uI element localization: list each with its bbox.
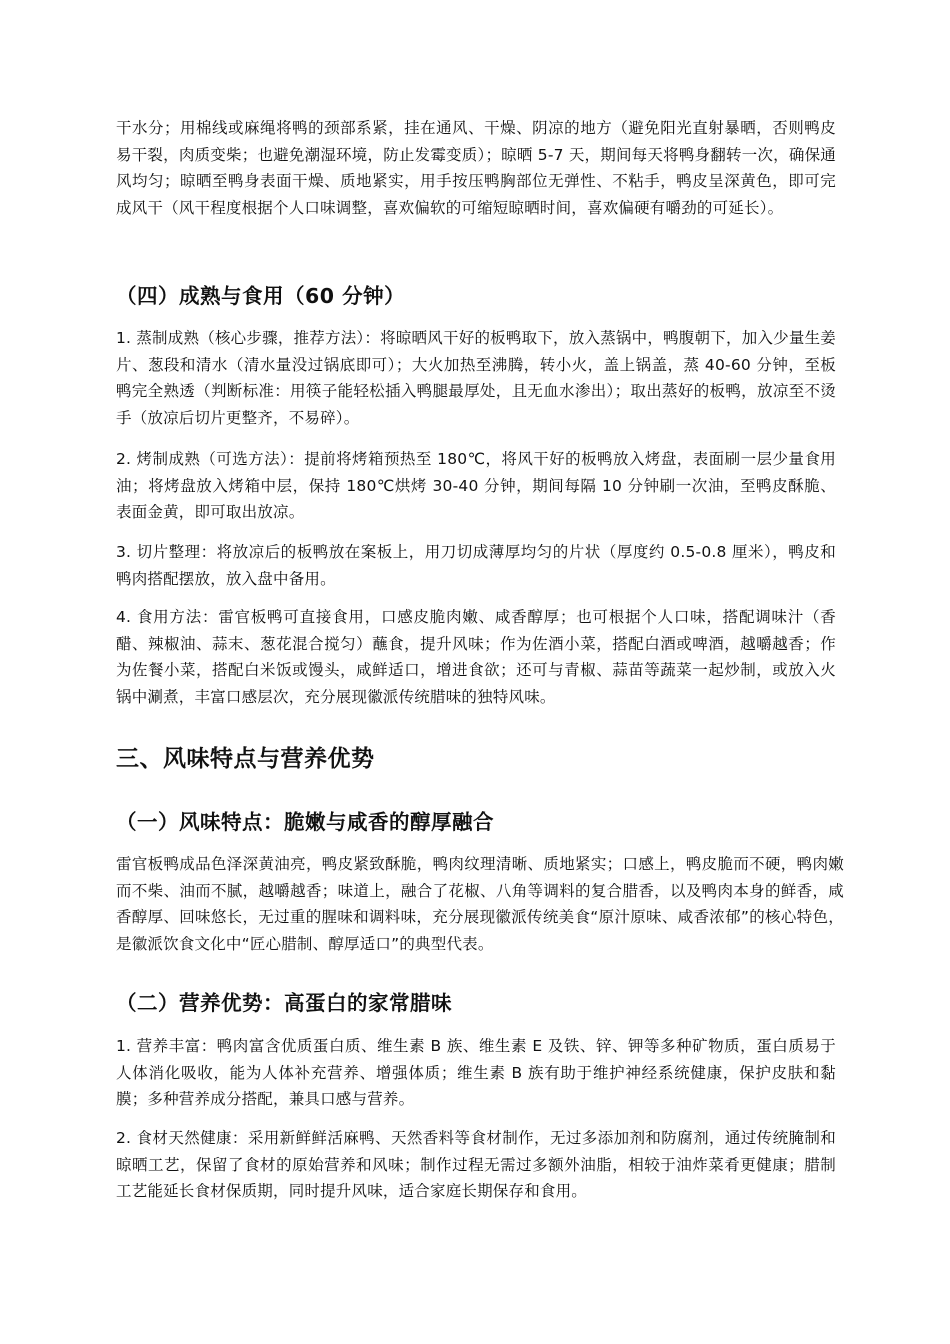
- cooking-item-slicing: 3. 切片整理：将放凉后的板鸭放在案板上，用刀切成薄厚均匀的片状（厚度约 0.5-0.8 厘米），鸭皮和鸭肉搭配摆放，放入盘中备用。: [116, 543, 836, 588]
- intro-continuation-paragraph: 干水分；用棉线或麻绳将鸭的颈部系紧，挂在通风、干燥、阴凉的地方（避免阳光直射暴晒，否则鸭皮易干裂，肉质变柴；也避免潮湿环境，防止发霉变质）；晾晒 5-7 天，期间每天将鸭身翻转一次，确保通风均匀；晾晒至鸭身表面干燥、质地紧实，用手按压鸭胸部位无弹性、不粘手，鸭皮呈深黄色，即可完成风干（风干程度根据个人口味调整，喜欢偏软的可缩短晾晒时间，喜欢偏硬有嚼劲的可延长）。: [116, 119, 836, 217]
- section-heading-cooking: （四）成熟与食用（60 分钟）: [116, 284, 406, 308]
- cooking-item-roasting: 2. 烤制成熟（可选方法）：提前将烤箱预热至 180℃，将风干好的板鸭放入烤盘，表面刷一层少量食用油；将烤盘放入烤箱中层，保持 180℃烘烤 30-40 分钟，期间每隔 10 分钟刷一次油，至鸭皮酥脆、表面金黄，即可取出放凉。: [116, 450, 836, 522]
- nutrition-item-rich: 1. 营养丰富：鸭肉富含优质蛋白质、维生素 B 族、维生素 E 及铁、锌、钾等多种矿物质，蛋白质易于人体消化吸收，能为人体补充营养、增强体质；维生素 B 族有助于维护神经系统健康，保护皮肤和黏膜；多种营养成分搭配，兼具口感与营养。: [116, 1037, 836, 1109]
- section-heading-flavor: （一）风味特点：脆嫩与咸香的醇厚融合: [116, 810, 494, 834]
- cooking-item-serving: 4. 食用方法：雷官板鸭可直接食用，口感皮脆肉嫩、咸香醇厚；也可根据个人口味，搭配调味汁（香醋、辣椒油、蒜末、葱花混合搅匀）蘸食，提升风味；作为佐酒小菜，搭配白酒或啤酒，越嚼越香；作为佐餐小菜，搭配白米饭或馒头，咸鲜适口，增进食欲；还可与青椒、蒜苗等蔬菜一起炒制，或放入火锅中涮煮，丰富口感层次，充分展现徽派传统腊味的独特风味。: [116, 608, 836, 706]
- nutrition-item-natural: 2. 食材天然健康：采用新鲜鲜活麻鸭、天然香料等食材制作，无过多添加剂和防腐剂，通过传统腌制和晾晒工艺，保留了食材的原始营养和风味；制作过程无需过多额外油脂，相较于油炸菜肴更健康；腊制工艺能延长食材保质期，同时提升风味，适合家庭长期保存和食用。: [116, 1129, 836, 1201]
- cooking-item-steaming: 1. 蒸制成熟（核心步骤，推荐方法）：将晾晒风干好的板鸭取下，放入蒸锅中，鸭腹朝下，加入少量生姜片、葱段和清水（清水量没过锅底即可）；大火加热至沸腾，转小火，盖上锅盖，蒸 40-60 分钟，至板鸭完全熟透（判断标准：用筷子能轻松插入鸭腿最厚处，且无血水渗出）；取出蒸好的板鸭，放凉至不烫手（放凉后切片更整齐，不易碎）。: [116, 329, 836, 427]
- section-heading-flavor-nutrition: 三、风味特点与营养优势: [116, 746, 375, 772]
- section-heading-nutrition: （二）营养优势：高蛋白的家常腊味: [116, 991, 452, 1015]
- flavor-paragraph: 雷官板鸭成品色泽深黄油亮，鸭皮紧致酥脆，鸭肉纹理清晰、质地紧实；口感上，鸭皮脆而不硬，鸭肉嫩而不柴、油而不腻，越嚼越香；味道上，融合了花椒、八角等调料的复合腊香，以及鸭肉本身的鲜香，咸香醇厚、回味悠长，无过重的腥味和调料味，充分展现徽派传统美食“原汁原味、咸香浓郁”的核心特色，是徽派饮食文化中“匠心腊制、醇厚适口”的典型代表。: [116, 855, 844, 953]
